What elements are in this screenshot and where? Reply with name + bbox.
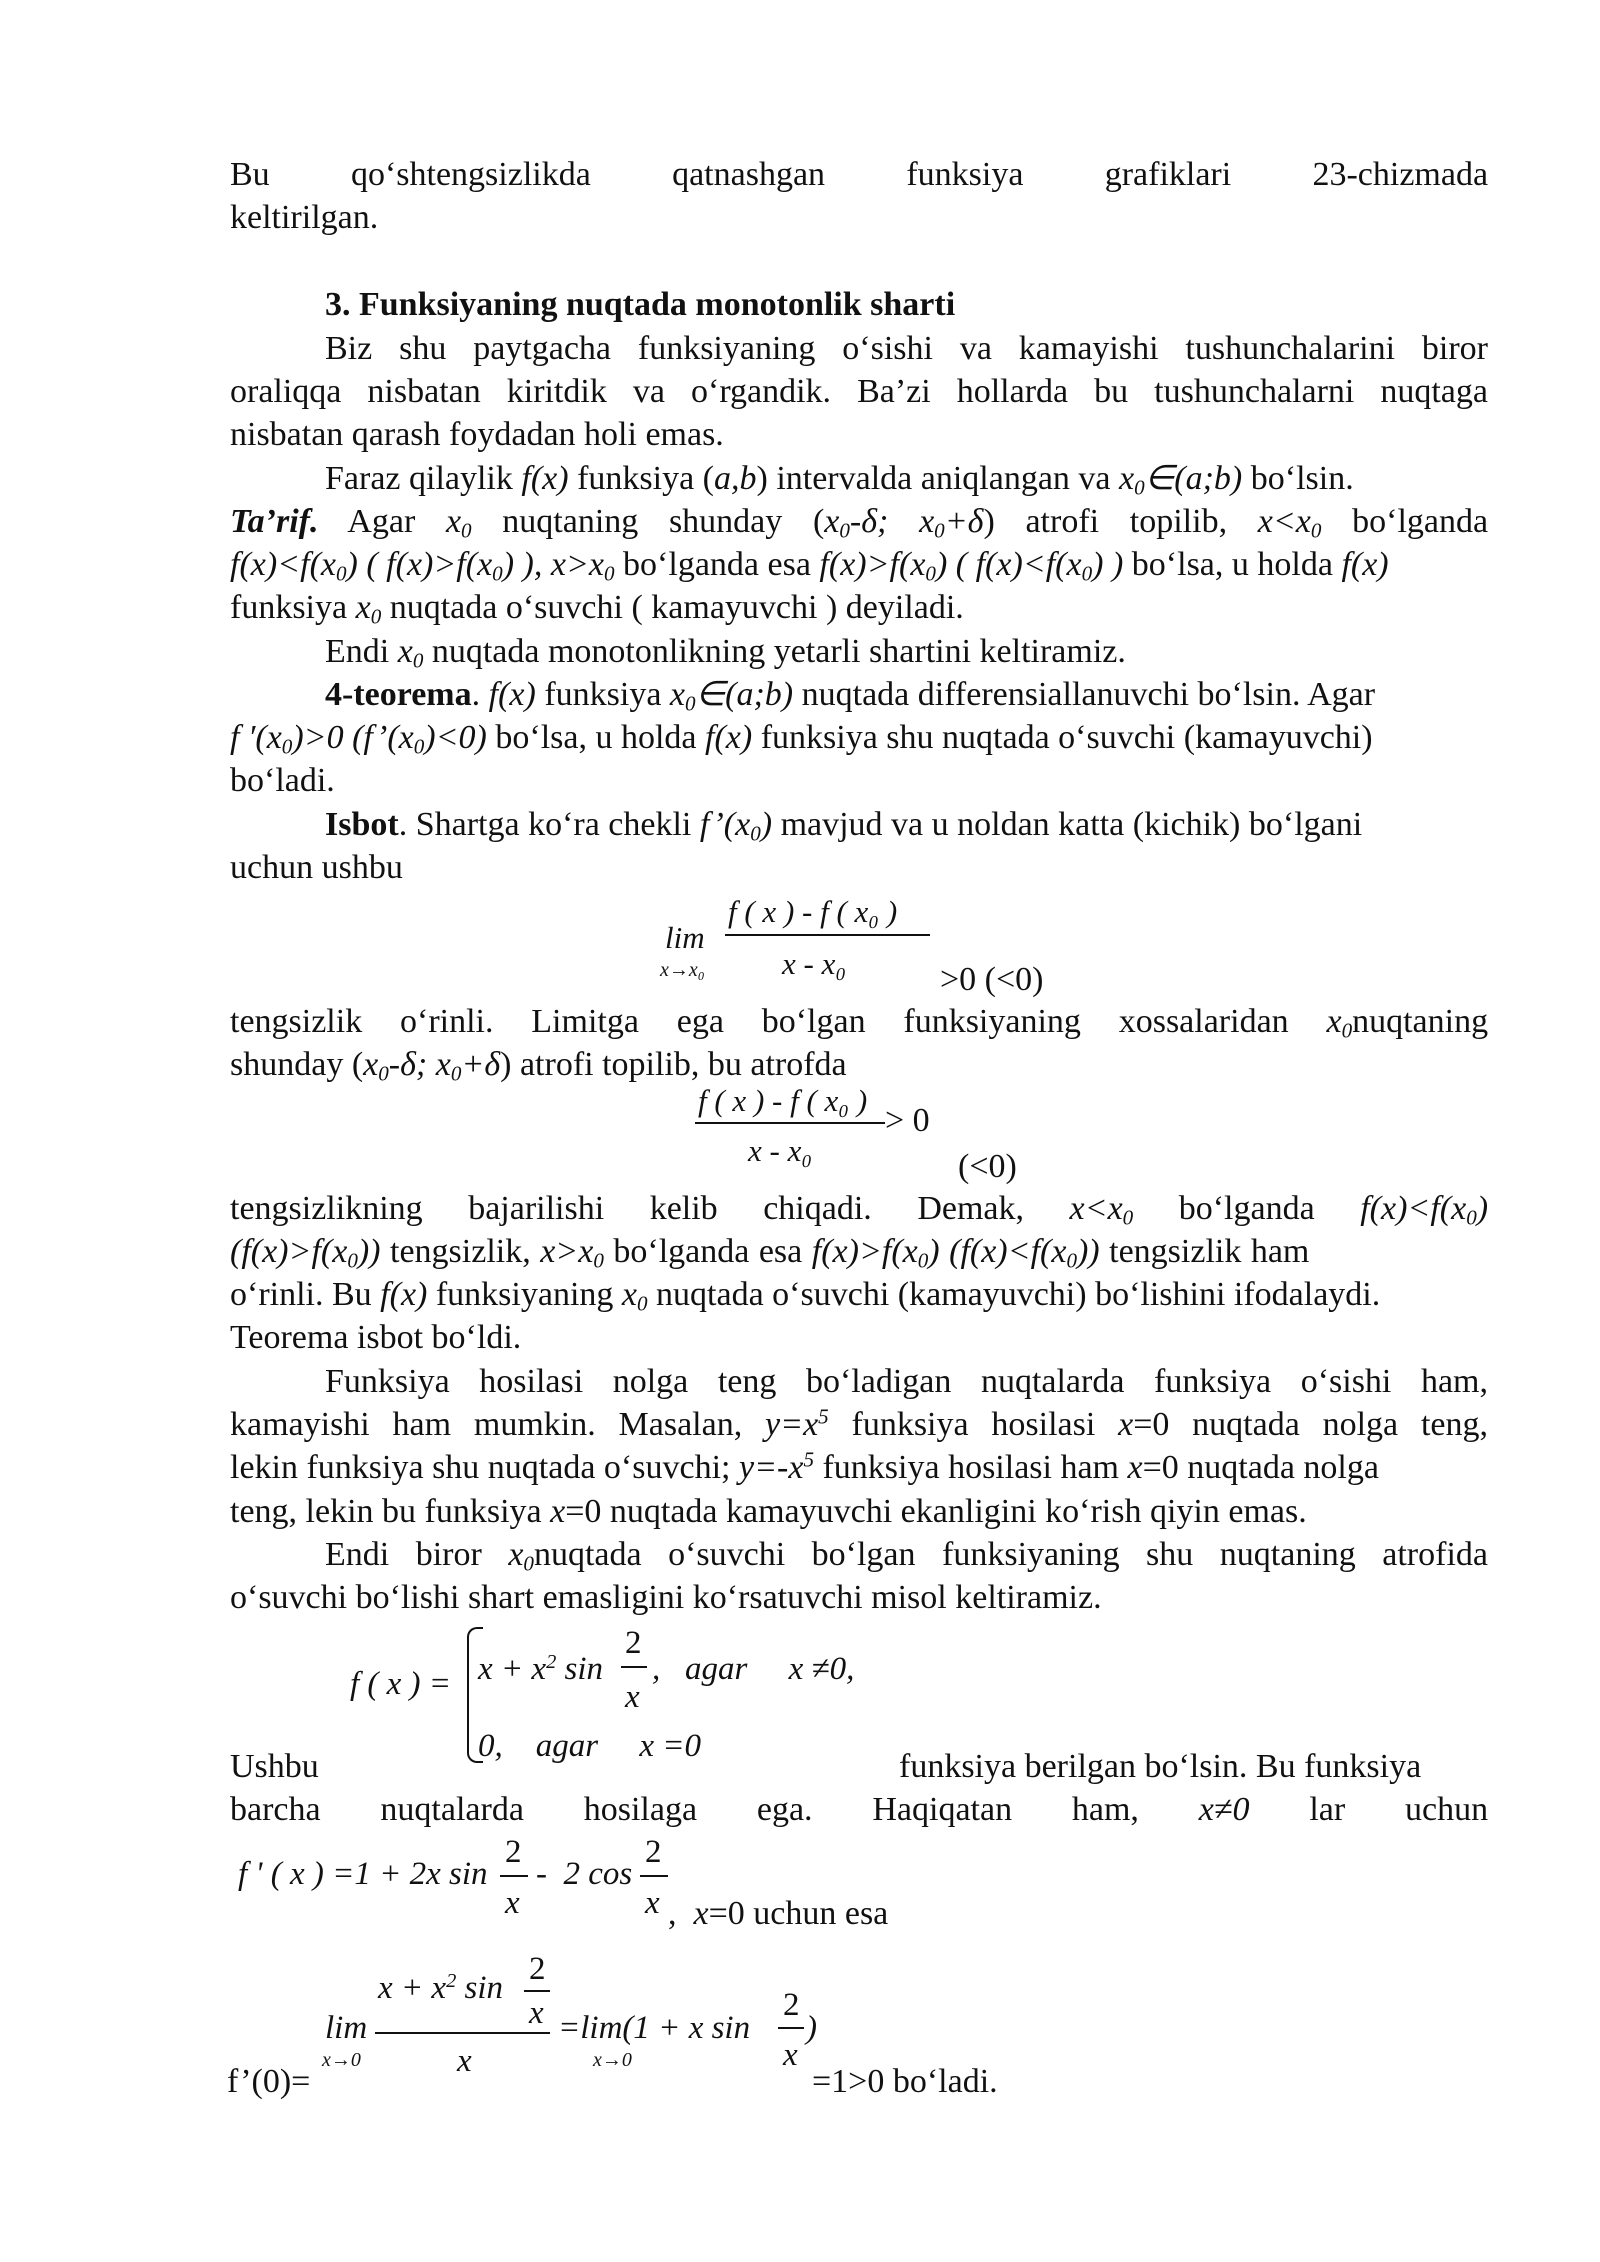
paragraph-line: oraliqqa nisbatan kiritdik va o‘rgandik. Ba’zi hollarda bu tushunchalarni nuqtaga xyxy=(230,373,1488,410)
fraction-numerator: 2 xyxy=(645,1834,662,1870)
fraction-denominator: x xyxy=(625,1679,640,1715)
fraction-numerator: 2 xyxy=(529,1951,546,1987)
paragraph-line: funksiya berilgan bo‘lsin. Bu funksiya xyxy=(899,1748,1422,1785)
proof-line: uchun ushbu xyxy=(230,849,403,886)
fraction-numerator: 2 xyxy=(505,1834,522,1870)
definition-line: $f(x)<f(x_0)$ ( $f(x)>f(x_0)$ ), $x>x_0$ bo‘lganda esa $f(x)>f(x_0)$ ( $f(x)<f(x_0)$ ) bo‘lsa, u holda f(x) xyxy=(230,546,1389,586)
paragraph-line: , x=0 uchun esa xyxy=(668,1895,889,1932)
limit-operator: lim xyxy=(665,920,705,955)
theorem-label: 4-teorema xyxy=(325,676,472,713)
fraction-numerator: f ( x ) - f ( x₀ ) xyxy=(728,894,898,929)
proof-line: tengsizlik o‘rinli. Limitga ega bo‘lgan funksiyaning xossalaridan $x_0nuqtaning$ xyxy=(230,1003,1489,1043)
fraction-bar xyxy=(725,934,930,936)
paragraph-word: Ushbu xyxy=(230,1748,319,1785)
result-text: =1>0 bo‘ladi. xyxy=(812,2063,998,2100)
limit-subscript: x→0 xyxy=(322,2049,361,2071)
paragraph-line: Funksiya hosilasi nolga teng bo‘ladigan nuqtalarda funksiya o‘sishi ham, xyxy=(325,1363,1488,1400)
proof-line: $(f(x)>f(x_0))$ tengsizlik, $x>x_0$ bo‘lganda esa $f(x)>f(x_0)$ $(f(x)<f(x_0))$ tengsizlik ham xyxy=(230,1233,1310,1273)
paragraph-line: o‘suvchi bo‘lishi shart emasligini ko‘rsatuvchi misol keltiramiz. xyxy=(230,1579,1102,1616)
paragraph-line: keltirilgan. xyxy=(230,199,379,236)
paragraph-line: Endi biror $x_0nuqtada$ o‘suvchi bo‘lgan funksiyaning shu nuqtaning atrofida xyxy=(325,1536,1488,1576)
proof-line: tengsizlikning bajarilishi kelib chiqadi. Demak, $x<x_0$ bo‘lganda $f(x)<f(x_0)$ xyxy=(230,1190,1489,1230)
limit-close: ) xyxy=(806,2010,817,2046)
derivative-label: f’(0)= xyxy=(227,2063,311,2100)
piecewise-case-1: $x + x^2$ sin xyxy=(478,1650,604,1687)
compound-numerator: $x + x^2$ sin xyxy=(378,1969,504,2006)
paragraph-line: kamayishi ham mumkin. Masalan, $y=x^5$ funksiya hosilasi x=0 nuqtada nolga teng, xyxy=(230,1404,1488,1443)
fraction-denominator: x xyxy=(645,1885,660,1921)
paragraph-line: Faraz qilaylik f(x) funksiya (a,b) intervalda aniqlangan va $x_0\in(a;b)$ bo‘lsin. xyxy=(325,460,1354,500)
derivative-middle: - 2 cos xyxy=(536,1856,633,1892)
limit-subscript: x→0 xyxy=(593,2049,632,2071)
piecewise-condition-1: , agar x ≠0, xyxy=(652,1651,855,1687)
proof-line: Teorema isbot bo‘ldi. xyxy=(230,1319,522,1356)
piecewise-lhs: f ( x ) = xyxy=(350,1666,452,1702)
fraction-denominator: x - x₀ xyxy=(782,946,847,981)
paragraph-line: Bu qo‘shtengsizlikda qatnashgan funksiya grafiklari 23-chizmada xyxy=(230,156,1489,193)
paragraph-line: lekin funksiya shu nuqtada o‘suvchi; $y=-x^5$ funksiya hosilasi ham x=0 nuqtada nolga xyxy=(230,1447,1379,1486)
paragraph-line: barcha nuqtalarda hosilaga ega. Haqiqatan ham, x≠0 lar uchun xyxy=(230,1791,1489,1828)
fraction-bar xyxy=(375,2032,550,2034)
fraction-numerator: 2 xyxy=(783,1987,800,2023)
inequality-relation: > 0 xyxy=(885,1102,930,1139)
paragraph-line: teng, lekin bu funksiya x=0 nuqtada kamayuvchi ekanligini ko‘rish qiyin emas. xyxy=(230,1493,1307,1530)
fraction-bar xyxy=(778,2027,804,2029)
proof-line: Isbot. Shartga ko‘ra chekli $f’(x_0)$ mavjud va u noldan katta (kichik) bo‘lgani xyxy=(325,806,1363,846)
section-title: 3. Funksiyaning nuqtada monotonlik sharti xyxy=(325,286,956,323)
fraction-denominator: x xyxy=(457,2043,472,2079)
inequality-alternative: (<0) xyxy=(958,1148,1017,1185)
limit-operator: lim xyxy=(325,2010,368,2046)
paragraph-line: nisbatan qarash foydadan holi emas. xyxy=(230,416,724,453)
fraction-bar xyxy=(500,1875,528,1877)
limit-subscript: x→x₀ xyxy=(660,959,705,981)
fraction-denominator: x xyxy=(529,1995,544,2031)
definition-label: Ta’rif. xyxy=(230,503,319,540)
proof-line: shunday ($x_0-\delta$; $x_0+\delta$) atrofi topilib, bu atrofda xyxy=(230,1046,847,1086)
theorem-line: 4-teorema. f(x) funksiya $x_0\in(a;b)$ nuqtada differensiallanuvchi bo‘lsin. Agar xyxy=(325,676,1376,716)
limit-expression: =lim(1 + x sin xyxy=(558,2010,751,2046)
paragraph-line: Endi $x_0$ nuqtada monotonlikning yetarli shartini keltiramiz. xyxy=(325,633,1126,673)
fraction-bar xyxy=(621,1666,647,1668)
fraction-denominator: x - x₀ xyxy=(748,1133,813,1168)
inequality-relation: >0 (<0) xyxy=(940,961,1044,998)
definition-line: funksiya $x_0$ nuqtada o‘suvchi ( kamayuvchi ) deyiladi. xyxy=(230,589,964,629)
fraction-denominator: x xyxy=(783,2037,798,2073)
fraction-bar xyxy=(524,1990,550,1992)
fraction-denominator: x xyxy=(505,1885,520,1921)
proof-label: Isbot xyxy=(325,806,399,843)
piecewise-case-2: 0, agar x =0 xyxy=(478,1728,702,1764)
theorem-line: f $'(x_0)>0$ $(f’(x_0)<0)$ bo‘lsa, u holda f(x) funksiya shu nuqtada o‘suvchi (kamayuvchi) xyxy=(230,719,1373,759)
fraction-numerator: 2 xyxy=(625,1625,642,1661)
derivative-lhs: f ' ( x ) =1 + 2x sin xyxy=(238,1856,488,1892)
paragraph-line: Biz shu paytgacha funksiyaning o‘sishi va kamayishi tushunchalarini biror xyxy=(325,330,1488,367)
definition-line: Ta’rif. Agar $x_0$ nuqtaning shunday ($x_0-\delta$; $x_0+\delta$) atrofi topilib, $x<x_0$ bo‘lganda xyxy=(230,503,1489,543)
theorem-line: bo‘ladi. xyxy=(230,762,335,799)
fraction-numerator: f ( x ) - f ( x₀ ) xyxy=(698,1083,868,1118)
fraction-bar xyxy=(695,1122,885,1124)
proof-line: o‘rinli. Bu f(x) funksiyaning $x_0$ nuqtada o‘suvchi (kamayuvchi) bo‘lishini ifodalaydi. xyxy=(230,1276,1381,1316)
fraction-bar xyxy=(640,1875,668,1877)
